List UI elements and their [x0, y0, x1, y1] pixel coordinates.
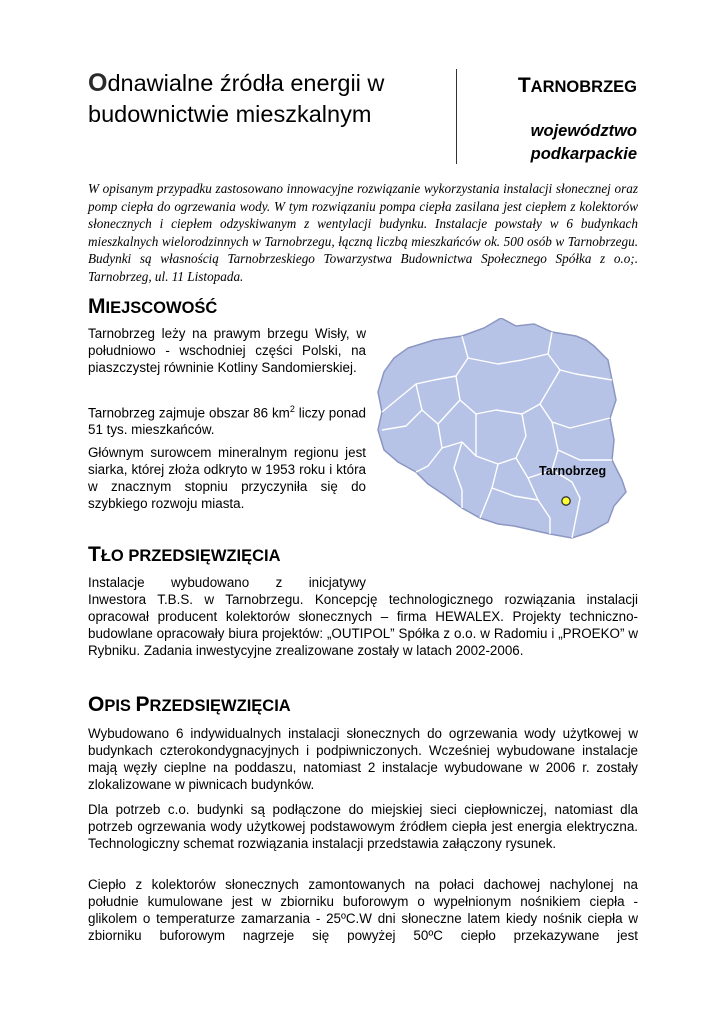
location-paragraph-2	[88, 401, 366, 438]
heading-rest: PIS	[104, 697, 136, 715]
map-city-label: Tarnobrzeg	[539, 464, 607, 478]
section-heading-description	[88, 693, 291, 718]
city-rest: ARNOBRZEG	[530, 78, 637, 96]
city-initial: T	[517, 74, 531, 97]
area-text: Tarnobrzeg zajmuje obszar 86 km	[88, 405, 290, 421]
intro-paragraph: W opisanym przypadku zastosowano innowacyjne rozwiązanie wykorzystania instalacji słonecznej oraz pomp ciepła do ogrzewania wody. W tym rozwiązaniu pompa ciepła zasilana jest ciepłem z kolektorów słonecznych i ciepłem odzyskiwanym z wentylacji budynku. Instalacje powstały w 6 budynkach mieszkalnych wielorodzinnych w Tarnobrzegu, łączną liczbą mieszkańców ok. 500 osób w Tarnobrzegu. Budynki są własnością Tarnobrzeskiego Towarzystwa Budownictwa Społecznego Spółka z o.o;. Tarnobrzeg, ul. 11 Listopada.	[88, 181, 638, 284]
region-name: województwo podkarpackie	[530, 122, 637, 163]
heading-initial: T	[88, 543, 101, 566]
description-paragraph-1: Wybudowano 6 indywidualnych instalacji słonecznych do ogrzewania wody użytkowej w budynkach czterokondygnacyjnych i podpiwniczonych. Wcześniej wybudowane instalacje mają węzły cieplne na poddaszu, natomiast 2 instalacje wybudowane w 2006 r. zostały zlokalizowane w piwnicach budynków.	[88, 726, 638, 792]
location-paragraph-3: Głównym surowcem mineralnym regionu jest siarka, której złoża odkryto w 1953 roku i która w znacznym stopniu przyczyniła się do szybkiego rozwoju miasta.	[88, 445, 366, 511]
background-paragraph-rest: Inwestora T.B.S. w Tarnobrzegu. Koncepcję technologicznego rozwiązania instalacji opracował producent kolektorów słonecznych – firma HEWALEX. Projekty techniczno-budowlane opracowały biura projektów: „OUTIPOL” Spółka z o.o. w Radomiu i „PROEKO” w Rybniku. Zadania inwestycyjne zrealizowane zostały w latach 2002-2006.	[88, 592, 638, 658]
heading-rest: IEJSCOWOŚĆ	[105, 299, 218, 317]
description-paragraph-2: Dla potrzeb c.o. budynki są podłączone do miejskiej sieci ciepłowniczej, natomiast dla potrzeb ogrzewania wody użytkowej podstawowym źródłem ciepła jest energia elektryczna. Technologiczny schemat rozwiązania instalacji przedstawia załączony rysunek.	[88, 802, 638, 851]
city-name	[518, 74, 637, 98]
section-heading-background	[88, 543, 281, 568]
area-superscript: 2	[289, 404, 295, 414]
heading-initial: M	[88, 295, 106, 318]
section-heading-location	[88, 295, 217, 320]
poland-map	[376, 318, 638, 540]
heading-initial: O	[88, 693, 105, 716]
title-initial: O	[88, 69, 108, 97]
title-text: dnawialne źródła energii w budownictwie mieszkalnym	[88, 70, 385, 127]
location-paragraph-1: Tarnobrzeg leży na prawym brzegu Wisły, w południowo - wschodniej części Polski, na piaszczystej równinie Kotliny Sandomierskiej.	[88, 326, 366, 375]
heading-rest: ŁO PRZEDSIĘWZIĘCIA	[100, 547, 281, 565]
document-title	[88, 68, 433, 130]
city-marker	[562, 497, 570, 505]
heading-initial-2: P	[135, 693, 150, 716]
background-paragraph-line1: Instalacje wybudowano z inicjatywy	[88, 575, 366, 590]
heading-rest-2: RZEDSIĘWZIĘCIA	[149, 697, 291, 715]
population-text: liczy ponad 51 tys. mieszkańców.	[88, 405, 366, 438]
description-paragraph-3: Ciepło z kolektorów słonecznych zamontowanych na połaci dachowej nachylonej na południe kumulowane jest w zbiorniku buforowym o wypełnionym nośnikiem ciepła - glikolem o temperaturze zamarzania - 25ºC.W dni słoneczne latem kiedy nośnik ciepła w zbiorniku buforowym nagrzeje się powyżej 50ºC ciepło przekazywane jest	[88, 877, 638, 943]
poland-outline	[378, 318, 626, 538]
